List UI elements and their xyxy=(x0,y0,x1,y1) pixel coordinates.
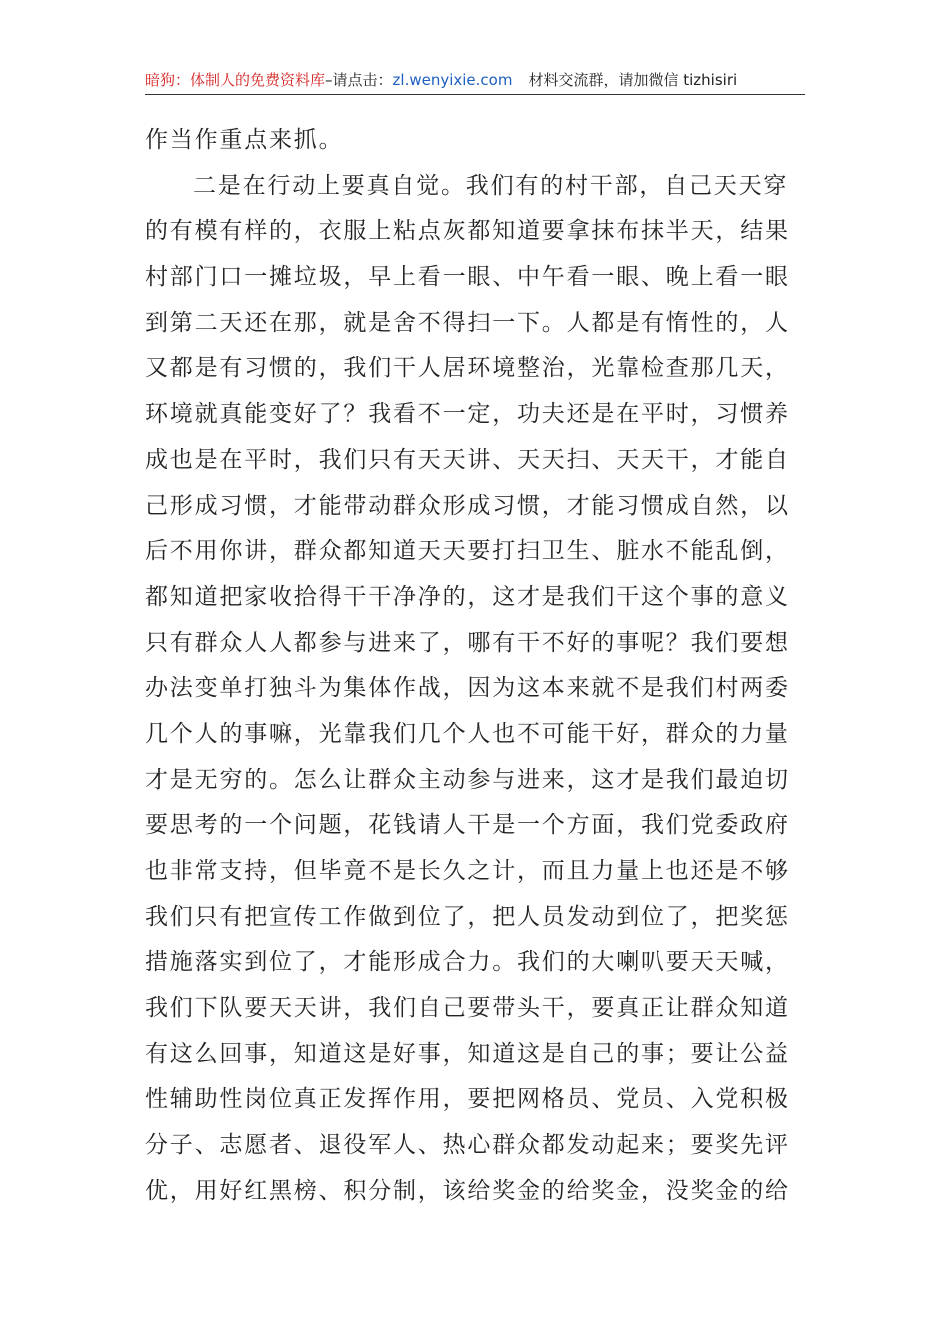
header-group-note: 材料交流群，请加微信 tizhisiri xyxy=(528,71,738,89)
page-header xyxy=(145,66,805,94)
body-line: 的有模有样的，衣服上粘点灰都知道要拿抹布抹半天，结果 xyxy=(145,218,790,245)
header-divider xyxy=(145,94,805,95)
body-line: 后不用你讲，群众都知道天天要打扫卫生、脏水不能乱倒， xyxy=(145,538,790,565)
header-site-name: 暗狗：体制人的免费资料库 xyxy=(145,71,326,89)
body-line: 性辅助性岗位真正发挥作用，要把网格员、党员、入党积极 xyxy=(145,1086,790,1113)
body-line: 都知道把家收拾得干干净净的，这才是我们干这个事的意义 xyxy=(145,583,790,610)
body-line: 村部门口一摊垃圾，早上看一眼、中午看一眼、晚上看一眼 xyxy=(145,264,790,291)
body-line: 才是无穷的。怎么让群众主动参与进来，这才是我们最迫切 xyxy=(145,766,790,793)
body-line: 办法变单打独斗为集体作战，因为这本来就不是我们村两委 xyxy=(145,675,790,702)
body-line: 又都是有习惯的，我们干人居环境整治，光靠检查那几天， xyxy=(145,355,790,382)
body-line: 己形成习惯，才能带动群众形成习惯，才能习惯成自然，以 xyxy=(145,492,790,519)
paragraph-start-line: 二是在行动上要真自觉。我们有的村干部，自己天天穿 xyxy=(193,172,789,199)
body-line: 环境就真能变好了？我看不一定，功夫还是在平时，习惯养 xyxy=(145,401,790,428)
body-line: 有这么回事，知道这是好事，知道这是自己的事；要让公益 xyxy=(145,1040,790,1067)
body-line: 作当作重点来抓。 xyxy=(145,127,344,153)
body-line: 措施落实到位了，才能形成合力。我们的大喇叭要天天喊， xyxy=(145,949,790,976)
header-click-prompt: –请点击： xyxy=(325,71,393,89)
body-line: 只有群众人人都参与进来了，哪有干不好的事呢？我们要想 xyxy=(145,629,790,656)
body-line: 我们只有把宣传工作做到位了，把人员发动到位了，把奖惩 xyxy=(145,903,790,930)
body-line: 要思考的一个问题，花钱请人干是一个方面，我们党委政府 xyxy=(145,812,790,839)
body-line: 分子、志愿者、退役军人、热心群众都发动起来；要奖先评 xyxy=(145,1132,790,1159)
body-line: 我们下队要天天讲，我们自己要带头干，要真正让群众知道 xyxy=(145,995,790,1022)
body-line: 成也是在平时，我们只有天天讲、天天扫、天天干，才能自 xyxy=(145,446,790,473)
document-body xyxy=(145,118,805,1215)
body-line: 几个人的事嘛，光靠我们几个人也不可能干好，群众的力量 xyxy=(145,720,790,747)
header-url-link[interactable]: zl.wenyixie.com xyxy=(392,71,513,89)
body-line: 也非常支持，但毕竟不是长久之计，而且力量上也还是不够 xyxy=(145,858,790,884)
body-line: 优，用好红黑榜、积分制，该给奖金的给奖金，没奖金的给 xyxy=(145,1177,790,1204)
body-line: 到第二天还在那，就是舍不得扫一下。人都是有惰性的，人 xyxy=(145,309,790,336)
